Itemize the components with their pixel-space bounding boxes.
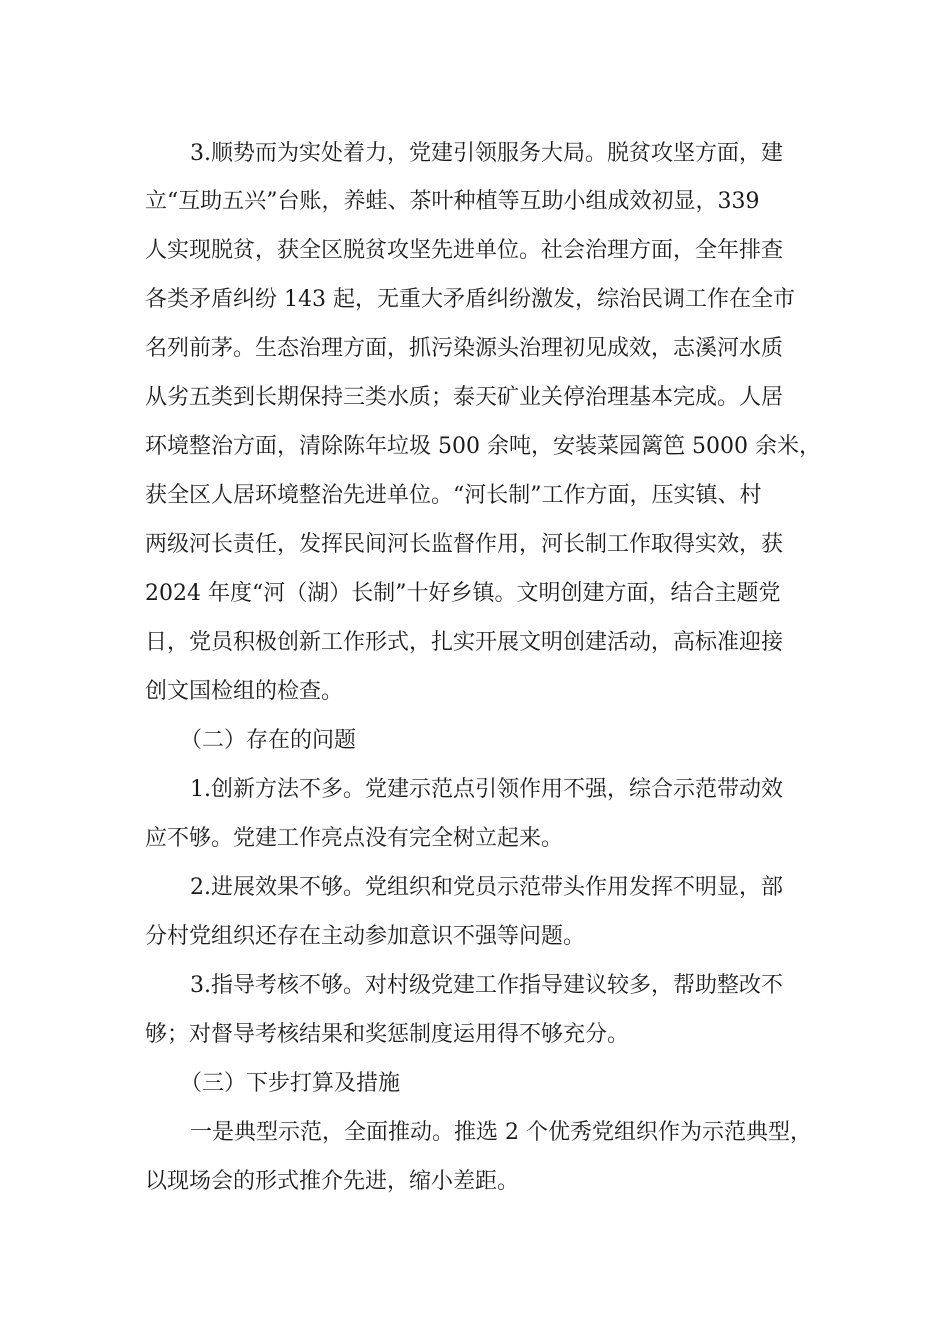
text-line-content: 3.顺势而为实处着力，党建引领服务大局。脱贫攻坚方面，建: [190, 141, 783, 166]
text-line-content: 立“互助五兴”台账，养蛙、茶叶种植等互助小组成效初显，339: [145, 189, 760, 214]
text-line-content: 创文国检组的检查。: [145, 679, 344, 704]
text-line-content: 日，党员积极创新工作形式，扎实开展文明创建活动，高标准迎接: [145, 630, 784, 655]
text-line-content: 1.创新方法不多。党建示范点引领作用不强，综合示范带动效: [190, 777, 783, 802]
text-line-content: 应不够。党建工作亮点没有完全树立起来。: [145, 826, 564, 851]
text-line-content: 名列前茅。生态治理方面，抓污染源头治理初见成效，志溪河水质: [145, 336, 784, 361]
text-line-content: 2.进展效果不够。党组织和党员示范带头作用发挥不明显，部: [190, 875, 783, 900]
section-heading-text: （二）存在的问题: [180, 728, 357, 753]
text-line-content: 两级河长责任，发挥民间河长监督作用，河长制工作取得实效，获: [145, 532, 784, 557]
text-line-content: 一是典型示范，全面推动。推选 2 个优秀党组织作为示范典型，: [190, 1120, 812, 1145]
text-line-content: 3.指导考核不够。对村级党建工作指导建议较多，帮助整改不: [190, 973, 783, 998]
text-line-content: 环境整治方面，清除陈年垃圾 500 余吨，安装菜园篱笆 5000 余米，: [145, 434, 821, 459]
section-heading-text: （三）下步打算及措施: [180, 1071, 401, 1096]
text-line-content: 够；对督导考核结果和奖惩制度运用得不够充分。: [145, 1022, 630, 1047]
text-line-content: 获全区人居环境整治先进单位。“河长制”工作方面，压实镇、村: [145, 483, 762, 508]
text-line-content: 人实现脱贫，获全区脱贫攻坚先进单位。社会治理方面，全年排查: [145, 238, 784, 263]
text-line-content: 各类矛盾纠纷 143 起，无重大矛盾纠纷激发，综治民调工作在全市: [145, 287, 795, 312]
text-line-content: 分村党组织还存在主动参加意识不强等问题。: [145, 924, 586, 949]
text-line-content: 2024 年度“河（湖）长制”十好乡镇。文明创建方面，结合主题党: [145, 581, 781, 606]
text-line-content: 从劣五类到长期保持三类水质；泰天矿业关停治理基本完成。人居: [145, 385, 784, 410]
text-line-content: 以现场会的形式推介先进，缩小差距。: [145, 1169, 520, 1194]
